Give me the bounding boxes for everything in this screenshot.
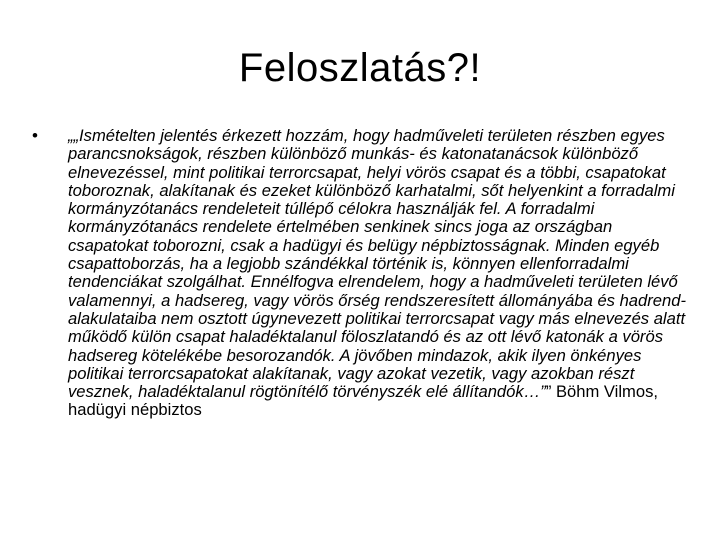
quote-text: „„Ismételten jelentés érkezett hozzám, hogy hadműveleti területen részben egyes parancsnokságok, részben különböző munkás- és katonatanácsok különböző elnevezéssel, mint politikai terrorcsapat, helyi vörös csapat és a többi, csapatokat toboroznak, alakítanak és ezeket különböző karhatalmi, sőt helyenkint a forradalmi kormányzótanács rendeleteit túllépő célokra használják fel. A forradalmi kormányzótanács rendelete értelmében senkinek sincs joga az országban csapatokat toborozni, csak a hadügyi és belügy népbiztosságnak. Minden egyéb csapattoborzás, ha a legjobb szándékkal történik is, könnyen ellenforradalmi tendenciákat szolgálhat. Ennélfogva elrendelem, hogy a hadműveleti területen lévő valamennyi, a hadsereg, vagy vörös őrség rendszeresített állományába és hadrend- alakulataiba nem osztott úgynevezett politikai terrorcsapat vagy más elnevezés alatt működő külön csapat haladéktalanul föloszlatandó és az ott lévő katonák a vörös hadsereg kötelékébe besorozandók. A jövőben mindazok, akik ilyen önkényes politikai terrorcsapatokat alakítanak, vagy azokat vezetik, vagy azokban részt vesznek, haladéktalanul rögtönítélő törvényszék elé állítandók…” — [68, 126, 687, 402]
attribution-text: ” Böhm Vilmos, hadügyi népbiztos — [68, 382, 659, 420]
slide-title: Feloszlatás?! — [238, 46, 482, 90]
bullet-item — [30, 127, 690, 420]
bullet-marker: • — [32, 126, 38, 145]
bullet-list — [30, 127, 690, 420]
bullet-text — [68, 127, 690, 420]
